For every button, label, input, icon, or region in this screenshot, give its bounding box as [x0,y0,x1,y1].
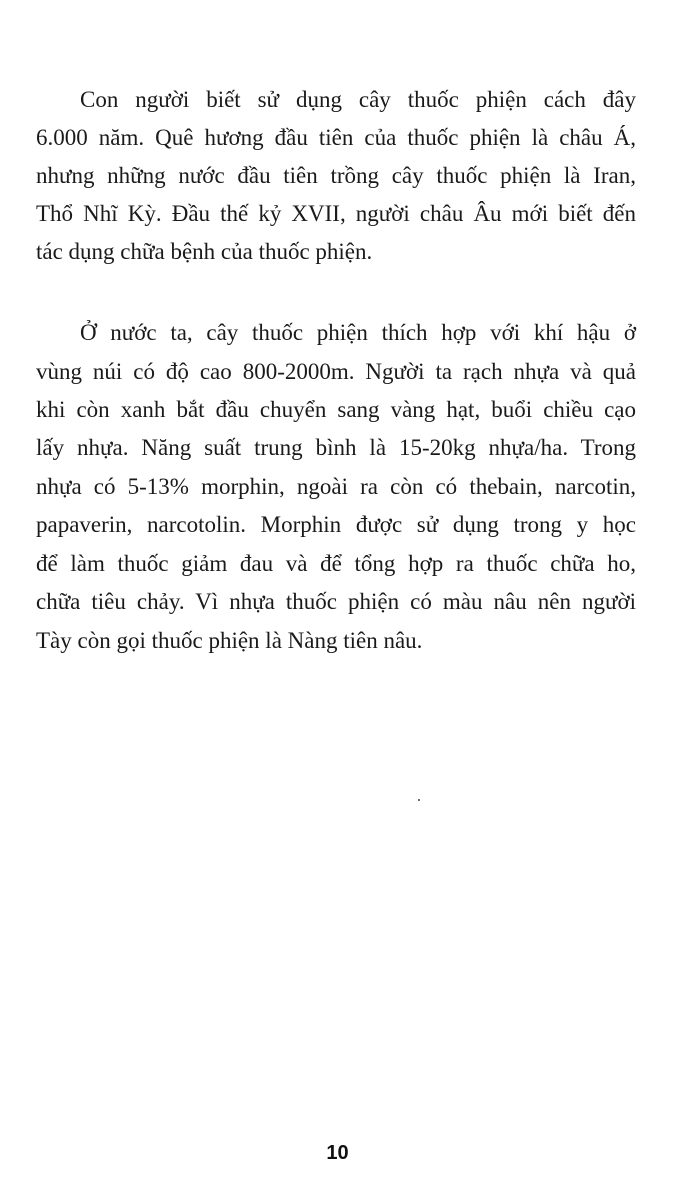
paragraph-line: tác dụng chữa bệnh của thuốc phiện. [36,239,373,264]
paragraph-line: Ở nước ta, cây thuốc phiện thích hợp với khí hậu ở [80,320,636,345]
paragraph-line: Tày còn gọi thuốc phiện là Nàng tiên nâu. [36,628,423,653]
paragraph-line: vùng núi có độ cao 800-2000m. Người ta rạch nhựa và quả [36,359,636,384]
paragraph-line: để làm thuốc giảm đau và để tổng hợp ra thuốc chữa ho, [36,551,636,576]
paragraph-line: papaverin, narcotolin. Morphin được sử dụng trong y học [36,512,636,537]
print-speck [418,799,420,801]
paragraph-line: nhưng những nước đầu tiên trồng cây thuốc phiện là Iran, [36,163,636,188]
paragraph-line: Thổ Nhĩ Kỳ. Đầu thế kỷ XVII, người châu Âu mới biết đến [36,201,636,226]
paragraph-line: khi còn xanh bắt đầu chuyển sang vàng hạt, buổi chiều cạo [36,397,636,422]
paragraph-line: Con người biết sử dụng cây thuốc phiện cách đây [80,87,636,112]
paragraph-line: nhựa có 5-13% morphin, ngoài ra còn có thebain, narcotin, [36,474,636,499]
paragraph-line: lấy nhựa. Năng suất trung bình là 15-20kg nhựa/ha. Trong [36,435,636,460]
page-number: 10 [326,1142,349,1164]
paragraph-line: 6.000 năm. Quê hương đầu tiên của thuốc phiện là châu Á, [36,125,636,150]
paragraph-line: chữa tiêu chảy. Vì nhựa thuốc phiện có màu nâu nên người [36,589,636,614]
